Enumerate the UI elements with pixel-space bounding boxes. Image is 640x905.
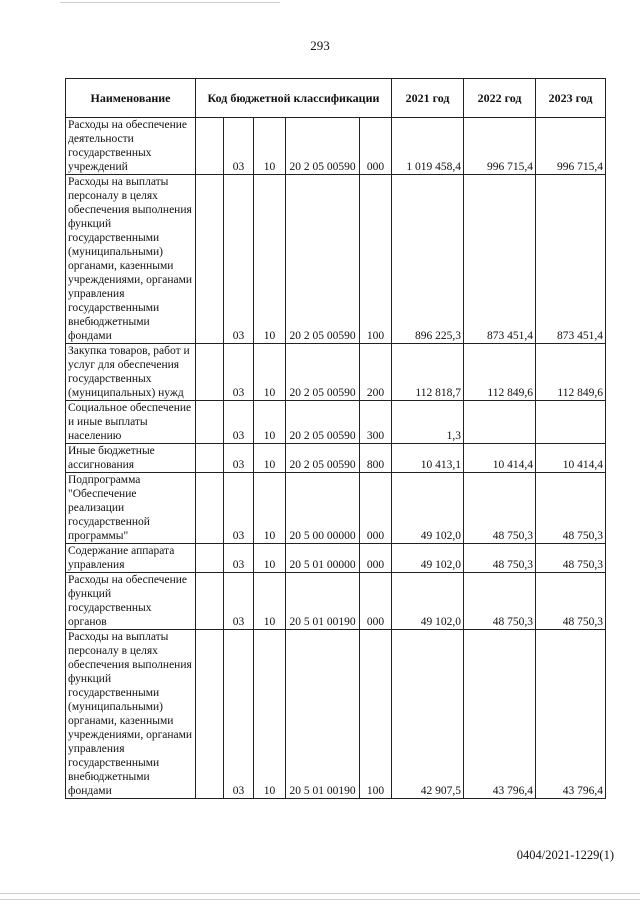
code-target: 20 5 01 00000 <box>286 544 360 573</box>
row-name: Расходы на обеспечение функций государственных органов <box>66 573 196 630</box>
value-2023: 112 849,6 <box>536 344 606 401</box>
code-blank <box>196 444 224 473</box>
code-target: 20 2 05 00590 <box>286 118 360 175</box>
code-blank <box>196 175 224 344</box>
scan-edge-bottom-2 <box>0 899 640 900</box>
code-subsection: 10 <box>254 344 286 401</box>
scan-edge-bottom <box>0 893 640 894</box>
value-2022 <box>464 401 536 444</box>
value-2023: 48 750,3 <box>536 544 606 573</box>
code-target: 20 5 00 00000 <box>286 473 360 544</box>
value-2022: 873 451,4 <box>464 175 536 344</box>
code-expense-type: 200 <box>360 344 392 401</box>
code-expense-type: 000 <box>360 544 392 573</box>
code-expense-type: 100 <box>360 630 392 799</box>
table-row <box>66 473 606 544</box>
code-expense-type: 300 <box>360 401 392 444</box>
code-section: 03 <box>224 544 254 573</box>
code-subsection: 10 <box>254 444 286 473</box>
header-2021: 2021 год <box>392 79 464 118</box>
code-expense-type: 000 <box>360 118 392 175</box>
value-2021: 1 019 458,4 <box>392 118 464 175</box>
table-row <box>66 401 606 444</box>
table-row <box>66 630 606 799</box>
code-section: 03 <box>224 401 254 444</box>
code-subsection: 10 <box>254 473 286 544</box>
value-2021: 49 102,0 <box>392 473 464 544</box>
value-2022: 48 750,3 <box>464 473 536 544</box>
code-blank <box>196 573 224 630</box>
row-name: Содержание аппарата управления <box>66 544 196 573</box>
value-2021: 42 907,5 <box>392 630 464 799</box>
table-row <box>66 175 606 344</box>
code-blank <box>196 630 224 799</box>
table-row <box>66 444 606 473</box>
value-2023 <box>536 401 606 444</box>
code-section: 03 <box>224 630 254 799</box>
code-section: 03 <box>224 118 254 175</box>
code-subsection: 10 <box>254 118 286 175</box>
code-target: 20 2 05 00590 <box>286 401 360 444</box>
header-code: Код бюджетной классификации <box>196 79 392 118</box>
row-name: Иные бюджетные ассигнования <box>66 444 196 473</box>
value-2021: 112 818,7 <box>392 344 464 401</box>
value-2022: 48 750,3 <box>464 573 536 630</box>
code-target: 20 5 01 00190 <box>286 630 360 799</box>
row-name: Подпрограмма "Обеспечение реализации государственной программы" <box>66 473 196 544</box>
value-2023: 996 715,4 <box>536 118 606 175</box>
row-name: Расходы на выплаты персоналу в целях обеспечения выполнения функций государственными (муниципальными) органами, казенными учреждениями, органами управления государственными внебюджетными фондами <box>66 630 196 799</box>
table-row <box>66 573 606 630</box>
code-expense-type: 800 <box>360 444 392 473</box>
code-subsection: 10 <box>254 401 286 444</box>
code-section: 03 <box>224 573 254 630</box>
value-2023: 10 414,4 <box>536 444 606 473</box>
value-2021: 1,3 <box>392 401 464 444</box>
row-name: Закупка товаров, работ и услуг для обеспечения государственных (муниципальных) нужд <box>66 344 196 401</box>
code-section: 03 <box>224 344 254 401</box>
value-2023: 43 796,4 <box>536 630 606 799</box>
value-2021: 896 225,3 <box>392 175 464 344</box>
code-section: 03 <box>224 175 254 344</box>
code-expense-type: 100 <box>360 175 392 344</box>
code-blank <box>196 401 224 444</box>
code-subsection: 10 <box>254 573 286 630</box>
value-2021: 49 102,0 <box>392 544 464 573</box>
value-2022: 48 750,3 <box>464 544 536 573</box>
table-row <box>66 118 606 175</box>
value-2023: 48 750,3 <box>536 573 606 630</box>
budget-table <box>65 78 606 799</box>
value-2023: 873 451,4 <box>536 175 606 344</box>
value-2023: 48 750,3 <box>536 473 606 544</box>
scan-edge-top <box>60 2 280 3</box>
code-blank <box>196 118 224 175</box>
header-2023: 2023 год <box>536 79 606 118</box>
code-expense-type: 000 <box>360 473 392 544</box>
value-2022: 43 796,4 <box>464 630 536 799</box>
header-name: Наименование <box>66 79 196 118</box>
code-target: 20 2 05 00590 <box>286 444 360 473</box>
value-2022: 112 849,6 <box>464 344 536 401</box>
document-code: 0404/2021-1229(1) <box>516 848 614 862</box>
page-number: 293 <box>310 38 330 53</box>
value-2022: 10 414,4 <box>464 444 536 473</box>
code-subsection: 10 <box>254 175 286 344</box>
code-target: 20 2 05 00590 <box>286 175 360 344</box>
row-name: Расходы на обеспечение деятельности государственных учреждений <box>66 118 196 175</box>
header-row <box>66 79 606 118</box>
table-row <box>66 544 606 573</box>
code-blank <box>196 544 224 573</box>
value-2021: 10 413,1 <box>392 444 464 473</box>
code-target: 20 5 01 00190 <box>286 573 360 630</box>
code-expense-type: 000 <box>360 573 392 630</box>
header-2022: 2022 год <box>464 79 536 118</box>
code-blank <box>196 473 224 544</box>
row-name: Расходы на выплаты персоналу в целях обеспечения выполнения функций государственными (муниципальными) органами, казенными учреждениями, органами управления государственными внебюджетными фондами <box>66 175 196 344</box>
code-blank <box>196 344 224 401</box>
code-section: 03 <box>224 444 254 473</box>
value-2021: 49 102,0 <box>392 573 464 630</box>
table-row <box>66 344 606 401</box>
code-section: 03 <box>224 473 254 544</box>
code-subsection: 10 <box>254 630 286 799</box>
value-2022: 996 715,4 <box>464 118 536 175</box>
row-name: Социальное обеспечение и иные выплаты населению <box>66 401 196 444</box>
code-subsection: 10 <box>254 544 286 573</box>
code-target: 20 2 05 00590 <box>286 344 360 401</box>
